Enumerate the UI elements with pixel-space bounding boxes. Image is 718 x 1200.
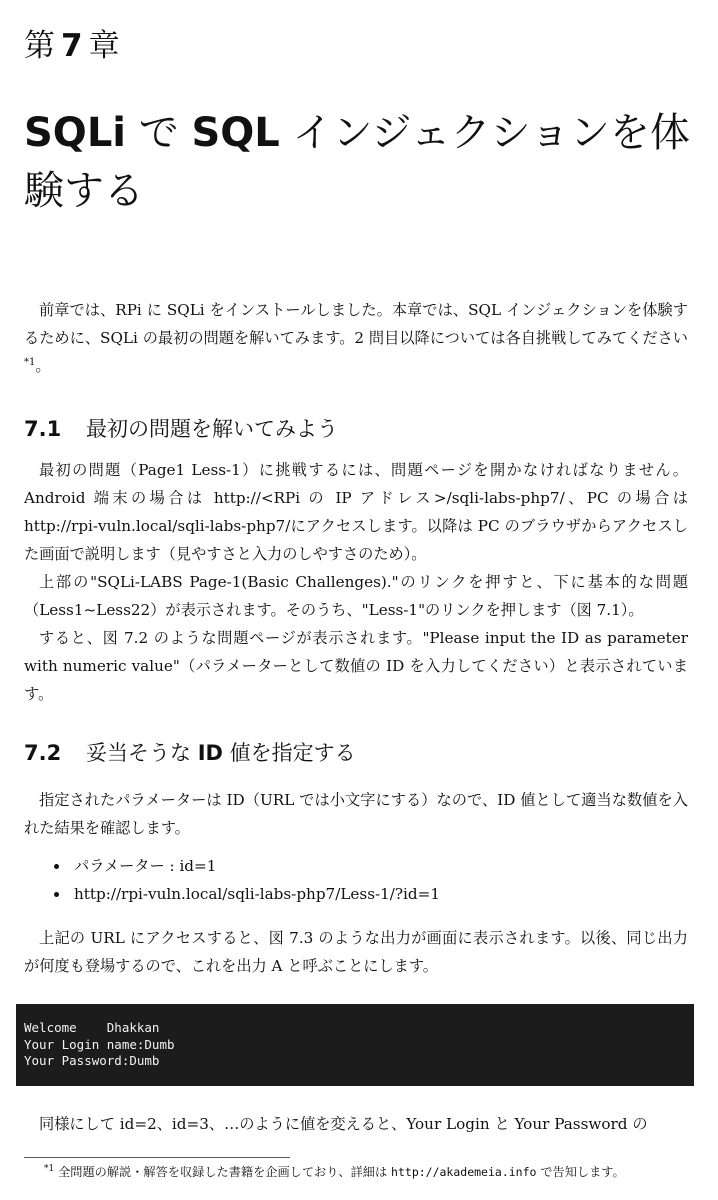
section-title-bold: ID bbox=[197, 741, 223, 765]
parameter-list bbox=[54, 852, 694, 908]
section2-paragraph-2: 上記の URL にアクセスすると、図 7.3 のような出力が画面に表示されます。以後、同じ出力が何度も登場するので、これを出力 A と呼ぶことにします。 bbox=[24, 929, 688, 975]
bullet-icon bbox=[54, 864, 59, 869]
section-title-post: 値を指定する bbox=[222, 741, 356, 765]
section-title: 最初の問題を解いてみよう bbox=[86, 417, 338, 441]
section2-paragraph-3: 同様にして id=2、id=3、…のように値を変えると、Your Login と Your Password の bbox=[39, 1115, 648, 1133]
section-title-pre: 妥当そうな bbox=[86, 741, 198, 765]
chapter-label bbox=[24, 22, 120, 70]
section2-paragraph-1: 指定されたパラメーターは ID（URL では小文字にする）なので、ID 値として適当な数値を入れた結果を確認します。 bbox=[24, 791, 688, 837]
list-item bbox=[54, 852, 694, 880]
footnote bbox=[44, 1163, 704, 1181]
footnote-divider bbox=[24, 1157, 290, 1158]
chapter-label-prefix: 第 bbox=[24, 28, 55, 64]
output-a-code-block bbox=[16, 1004, 694, 1086]
intro-text: 前章では、RPi に SQLi をインストールしました。本章では、SQL インジェクションを体験するために、SQLi の最初の問題を解いてみます。2 問目以降については各自挑戦してみてください bbox=[24, 301, 688, 347]
footnote-text-before: 全問題の解説・解答を収録した書籍を企画しており、詳細は bbox=[58, 1165, 388, 1179]
chapter-label-suffix: 章 bbox=[88, 28, 120, 64]
intro-tail: 。 bbox=[35, 357, 51, 375]
code-line: Your Login name:Dumb bbox=[24, 1036, 175, 1052]
section-number: 7.2 bbox=[24, 741, 62, 765]
section1-paragraph-1: 最初の問題（Page1 Less-1）に挑戦するには、問題ページを開かなければなりません。Android 端末の場合は http://<RPi の IP アドレス>/sqli-labs-php7/、PC の場合は http://rpi-vuln.local/sqli-labs-php7/にアクセスします。以降は PC のブラウザからアクセスした画面で説明します（見やすさと入力のしやすさのため）。 bbox=[24, 461, 688, 563]
section1-paragraph-3: すると、図 7.2 のような問題ページが表示されます。"Please input the ID as parameter with numeric value"（パラメーターとして数値の ID を入力してください）と表示されています。 bbox=[24, 629, 688, 703]
code-line: Your Password:Dumb bbox=[24, 1053, 160, 1068]
list-item-text: パラメーター : id=1 bbox=[74, 857, 217, 875]
footnote-ref: *1 bbox=[24, 357, 36, 368]
intro-paragraph bbox=[24, 296, 688, 380]
footnote-url: http://akademeia.info bbox=[391, 1165, 537, 1179]
section-heading-7-2 bbox=[24, 738, 356, 768]
section-heading-7-1 bbox=[24, 414, 338, 444]
chapter-title-part4: インジェクションを体験する bbox=[24, 110, 690, 214]
footnote-text-after: で告知します。 bbox=[540, 1165, 625, 1179]
bullet-icon bbox=[54, 892, 59, 897]
section-number: 7.1 bbox=[24, 417, 62, 441]
section1-paragraph-2: 上部の"SQLi-LABS Page-1(Basic Challenges)."のリンクを押すと、下に基本的な問題（Less1~Less22）が表示されます。そのうち、"Less-1"のリンクを押します（図 7.1）。 bbox=[24, 573, 688, 619]
list-item bbox=[54, 880, 694, 908]
chapter-title-part2: で bbox=[126, 110, 192, 156]
chapter-number: 7 bbox=[61, 28, 83, 64]
chapter-title-part1: SQLi bbox=[24, 110, 127, 156]
chapter-title-part3: SQL bbox=[191, 110, 280, 156]
footnote-marker: *1 bbox=[44, 1164, 55, 1174]
chapter-title bbox=[24, 104, 704, 220]
code-line: Welcome Dhakkan bbox=[24, 1020, 160, 1035]
list-item-text: http://rpi-vuln.local/sqli-labs-php7/Less-1/?id=1 bbox=[74, 885, 441, 903]
